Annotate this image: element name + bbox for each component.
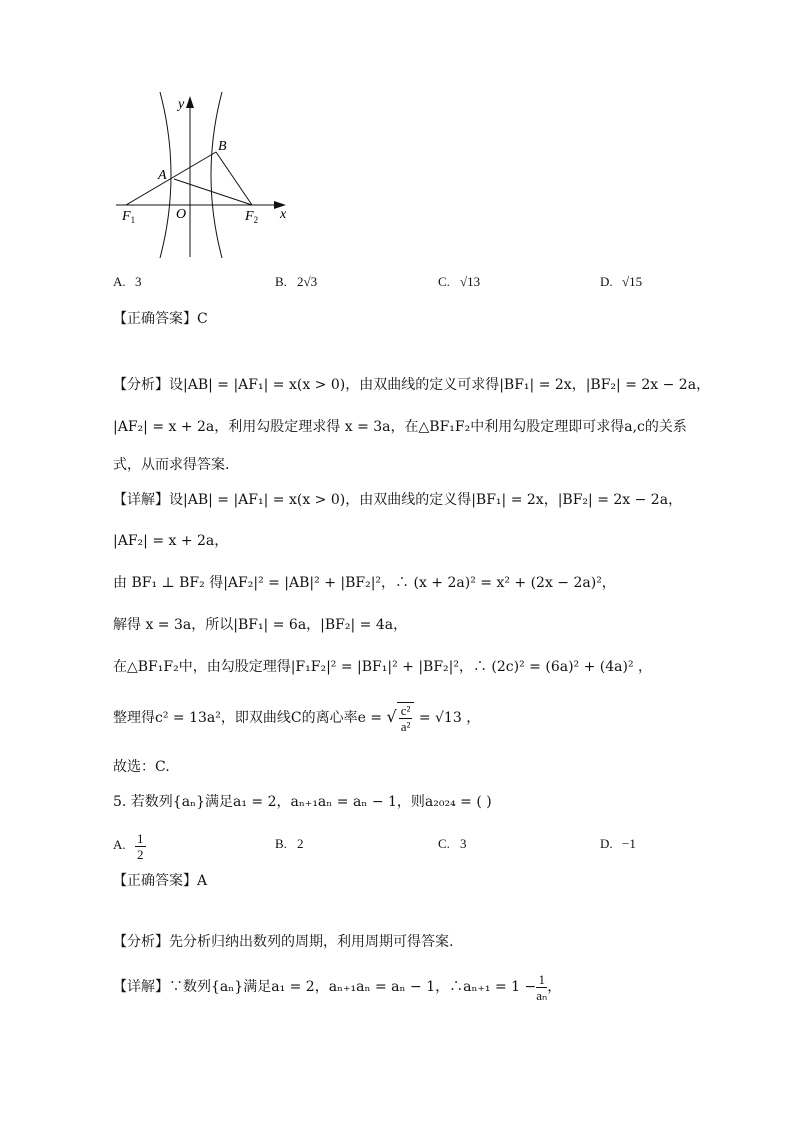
- q5-option-c: C. 3: [438, 836, 467, 851]
- sqrt-icon: √: [386, 707, 397, 726]
- q4-detail-line-4: 解得 x = 3a，所以|BF₁| = 6a，|BF₂| = 4a，: [113, 617, 408, 633]
- q4-analysis-line-1: 【分析】设|AB| = |AF₁| = x(x > 0)，由双曲线的定义可求得|BF₁| = 2x，|BF₂| = 2x − 2a，: [113, 377, 711, 393]
- hyperbola-figure: [108, 92, 308, 262]
- label-B: B: [218, 139, 227, 154]
- q5-option-b: B. 2: [275, 836, 304, 851]
- q5-detail: 【详解】∵数列{aₙ}满足a₁ = 2，aₙ₊₁aₙ = aₙ − 1，∴aₙ₊₁ = 1 − $\frac{1}{\text{aₙ}}$ ，: [113, 971, 562, 1003]
- q4-analysis-line-3: 式，从而求得答案.: [113, 457, 230, 473]
- q4-detail-line-3: 由 BF₁ ⊥ BF₂ 得|AF₂|² = |AB|² + |BF₂|²，∴ (x + 2a)² = x² + (2x − 2a)²，: [113, 575, 616, 591]
- q4-option-d: D. √15: [600, 274, 643, 289]
- q5-option-d: D. −1: [600, 836, 636, 851]
- q5-analysis: 【分析】先分析归纳出数列的周期，利用周期可得答案.: [113, 934, 454, 950]
- ecc-frac-num: c²: [400, 702, 411, 718]
- q4-option-c: C. √13: [438, 274, 481, 289]
- q4-detail-line-5: 在△BF₁F₂中，由勾股定理得|F₁F₂|² = |BF₁|² + |BF₂|²，∴ (2c)² = (6a)² + (4a)² ，: [113, 659, 653, 675]
- q5-answer: 【正确答案】A: [113, 873, 208, 889]
- label-F2: $F_2$: [245, 209, 259, 225]
- q4-detail-line-1: 【详解】设|AB| = |AF₁| = x(x > 0)，由双曲线的定义得|BF₁| = 2x，|BF₂| = 2x − 2a，: [113, 492, 683, 508]
- q4-detail-line-6: [113, 700, 480, 735]
- q5-stem: 5. 若数列{aₙ}满足a₁ = 2，aₙ₊₁aₙ = aₙ − 1，则a₂₀₂₄ = ( ): [113, 794, 492, 810]
- q4-analysis-line-2: |AF₂| = x + 2a，利用勾股定理求得 x = 3a，在△BF₁F₂中利用勾股定理即可求得a,c的关系: [113, 419, 687, 435]
- q4-option-b: B. 2√3: [275, 274, 318, 289]
- ecc-frac-den: a²: [400, 718, 411, 734]
- q5-detail-fraction: $\frac{1}{\text{aₙ}}$: [536, 971, 548, 1003]
- label-F1: $F_1$: [122, 209, 136, 225]
- label-O: O: [176, 207, 187, 222]
- ecc-result: = √13 ，: [418, 710, 481, 726]
- q4-detail-line-2: |AF₂| = x + 2a，: [113, 533, 229, 549]
- q5-option-a: A. $\frac{1}{2}$: [113, 830, 144, 862]
- q4-answer: 【正确答案】C: [113, 311, 208, 327]
- label-y: y: [178, 97, 185, 112]
- hyperbola-right-branch: [211, 92, 222, 258]
- q4-option-a: A. 3: [113, 274, 142, 289]
- eccentricity-text: 整理得c² = 13a²，即双曲线C的离心率e =: [113, 710, 387, 726]
- q4-detail-line-7: 故选：C.: [113, 759, 170, 775]
- label-A: A: [158, 168, 167, 183]
- label-x: x: [280, 207, 287, 222]
